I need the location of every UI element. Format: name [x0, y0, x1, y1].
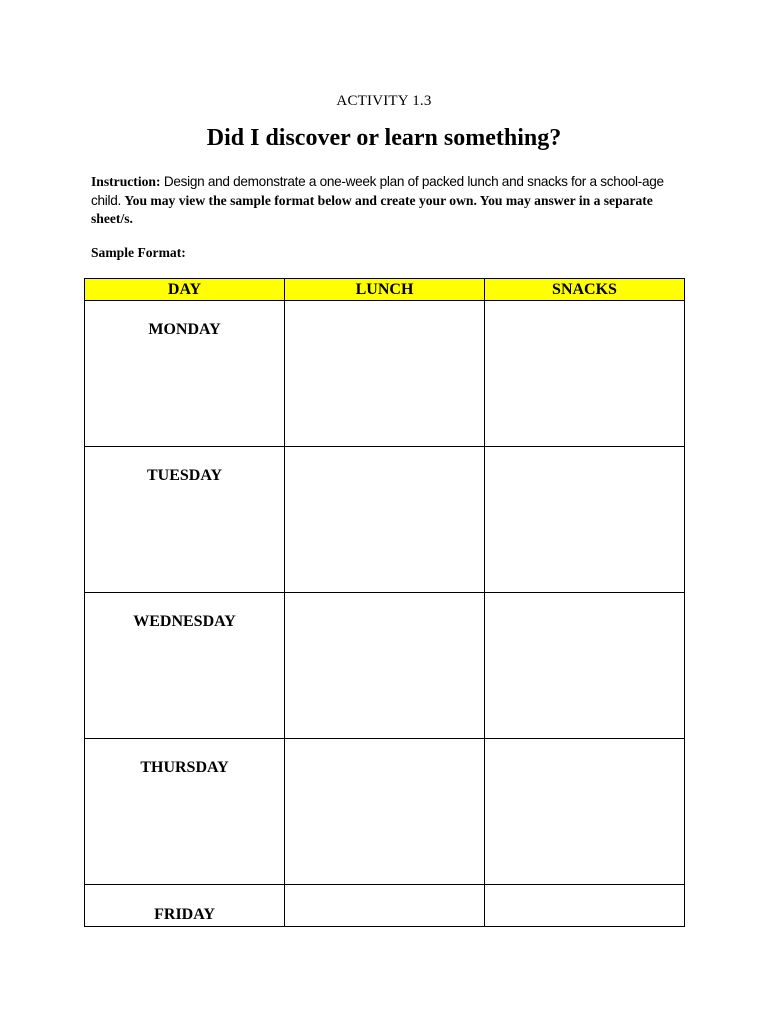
lunch-cell[interactable]	[285, 739, 485, 885]
lunch-cell[interactable]	[285, 593, 485, 739]
column-header-snacks: SNACKS	[485, 279, 685, 301]
column-header-day: DAY	[85, 279, 285, 301]
day-cell	[85, 593, 285, 739]
day-cell	[85, 739, 285, 885]
sample-format-label: Sample Format:	[91, 245, 186, 260]
instruction-paragraph	[91, 173, 683, 229]
snacks-cell[interactable]	[485, 301, 685, 447]
day-label: TUESDAY	[147, 467, 222, 484]
day-cell	[85, 301, 285, 447]
table-row	[85, 447, 685, 593]
day-label: WEDNESDAY	[133, 613, 236, 630]
day-label: MONDAY	[148, 321, 221, 338]
table-row	[85, 593, 685, 739]
snacks-cell[interactable]	[485, 593, 685, 739]
snacks-cell[interactable]	[485, 739, 685, 885]
activity-label: ACTIVITY 1.3	[336, 93, 432, 109]
table-header-row	[85, 279, 685, 301]
lunch-cell[interactable]	[285, 885, 485, 927]
instruction-body: Design and demonstrate a one-week plan of packed lunch and snacks for a school-age child.	[91, 174, 664, 208]
lunch-cell[interactable]	[285, 301, 485, 447]
day-label: THURSDAY	[140, 759, 229, 776]
day-cell	[85, 885, 285, 927]
instruction-lead: Instruction:	[91, 174, 161, 189]
instruction-note: You may view the sample format below and create your own. You may answer in a separate sheet/s.	[91, 192, 653, 226]
snacks-cell[interactable]	[485, 885, 685, 927]
lunch-cell[interactable]	[285, 447, 485, 593]
page-title: Did I discover or learn something?	[206, 125, 562, 151]
column-header-lunch: LUNCH	[285, 279, 485, 301]
table-row	[85, 739, 685, 885]
day-cell	[85, 447, 285, 593]
meal-plan-table	[84, 278, 685, 927]
table-row	[85, 301, 685, 447]
snacks-cell[interactable]	[485, 447, 685, 593]
table-row	[85, 885, 685, 927]
day-label: FRIDAY	[154, 906, 215, 923]
